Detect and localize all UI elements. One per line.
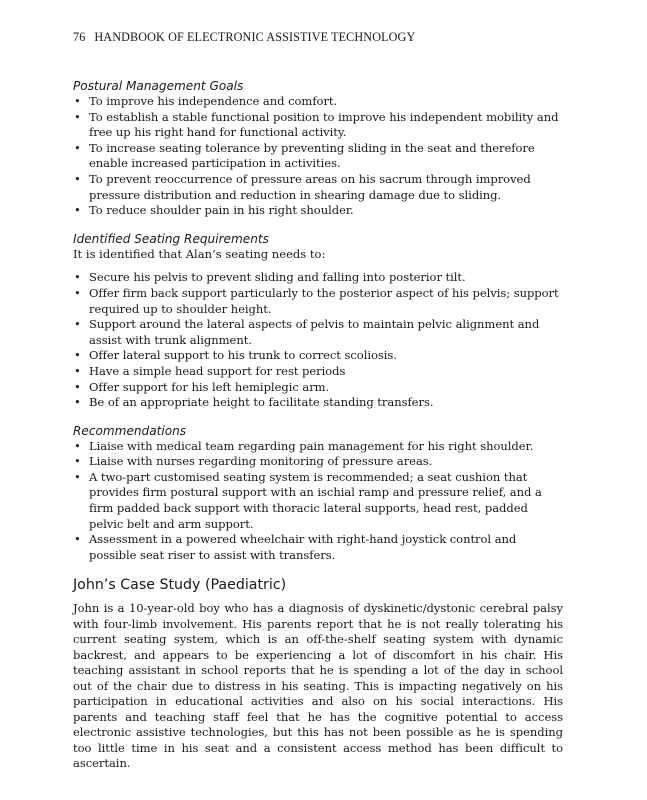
postural-goals-list: [73, 94, 563, 219]
seating-requirements-section: [73, 231, 563, 411]
list-item: • To increase seating tolerance by preventing sliding in the seat and therefore enable increased participation in activities.: [73, 141, 563, 172]
running-head: [73, 30, 415, 45]
list-item: • Have a simple head support for rest periods: [73, 364, 563, 380]
postural-goals-heading: Postural Management Goals: [73, 79, 244, 93]
seating-requirements-heading: Identified Seating Requirements: [73, 231, 269, 246]
list-item: • Support around the lateral aspects of pelvis to maintain pelvic alignment and assist with trunk alignment.: [73, 317, 563, 348]
case-study-title: John’s Case Study (Paediatric): [73, 577, 287, 594]
seating-requirements-list: [73, 270, 563, 410]
list-item: • Liaise with medical team regarding pain management for his right shoulder.: [73, 439, 563, 455]
running-head-title: HANDBOOK OF ELECTRONIC ASSISTIVE TECHNOLOGY: [94, 30, 416, 44]
list-item: • Be of an appropriate height to facilitate standing transfers.: [73, 395, 563, 411]
recommendations-heading: Recommendations: [73, 423, 187, 438]
list-item: • Assessment in a powered wheelchair with right-hand joystick control and possible seat riser to assist with transfers.: [73, 532, 563, 563]
recommendations-section: [73, 423, 563, 564]
recommendations-list: [73, 439, 563, 564]
list-item: • A two-part customised seating system is recommended; a seat cushion that provides firm postural support with an ischial ramp and pressure relief, and a firm padded back support with thoracic lateral supports, head rest, padded pelvic belt and arm support.: [73, 470, 563, 532]
list-item: • Offer support for his left hemiplegic arm.: [73, 380, 563, 396]
seating-requirements-intro: It is identified that Alan’s seating needs to:: [73, 246, 326, 261]
list-item: • To prevent reoccurrence of pressure areas on his sacrum through improved pressure distribution and reduction in shearing damage due to sliding.: [73, 172, 563, 203]
list-item: • Offer firm back support particularly to the posterior aspect of his pelvis; support required up to shoulder height.: [73, 286, 563, 317]
postural-goals-section: [73, 78, 563, 219]
case-study-body: John is a 10-year-old boy who has a diagnosis of dyskinetic/dystonic cerebral palsy with four-limb involvement. His parents report that he is not really tolerating his current seating system, which is an off-the-shelf seating system with dynamic backrest, and appears to be experiencing a lot of discomfort in his chair. His teaching assistant in school reports that he is spending a lot of the day in school out of the chair due to distress in his seating. This is impacting negatively on his participation in educational activities and also on his social interactions. His parents and teaching staff feel that he has the cognitive potential to access electronic assistive technologies, but this has not been possible as he is spending too little time in his seat and a consistent access method has been difficult to ascertain.: [73, 601, 563, 771]
list-item: • To improve his independence and comfort.: [73, 94, 563, 110]
list-item: • Secure his pelvis to prevent sliding and falling into posterior tilt.: [73, 270, 563, 286]
page-number: 76: [73, 30, 86, 44]
list-item: • To reduce shoulder pain in his right shoulder.: [73, 203, 563, 219]
page-content: [73, 78, 563, 772]
list-item: • Liaise with nurses regarding monitoring of pressure areas.: [73, 454, 563, 470]
list-item: • Offer lateral support to his trunk to correct scoliosis.: [73, 348, 563, 364]
list-item: • To establish a stable functional position to improve his independent mobility and free up his right hand for functional activity.: [73, 110, 563, 141]
